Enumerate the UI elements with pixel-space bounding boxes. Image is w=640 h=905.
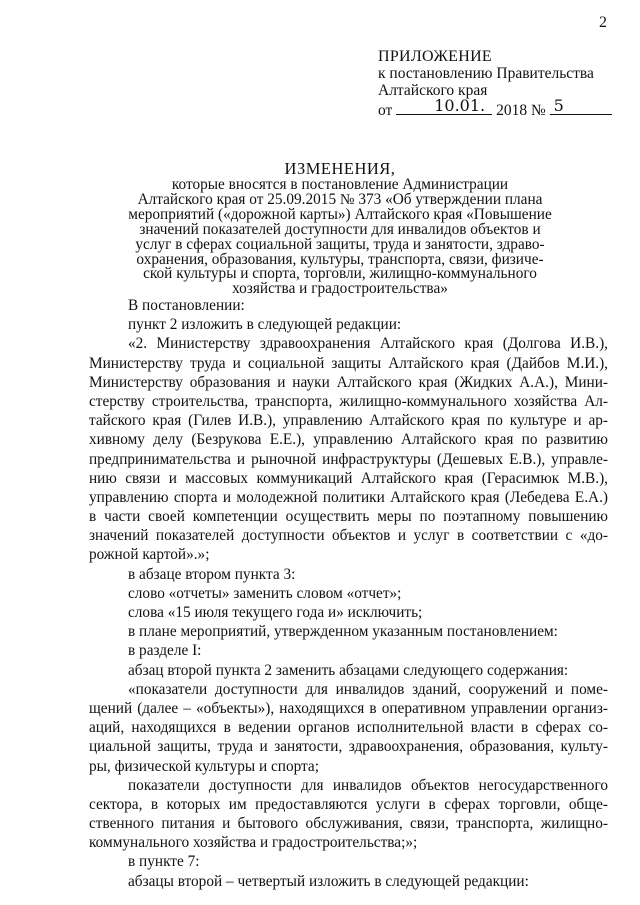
date-field — [396, 96, 492, 115]
text-line: управлению спорта и молодежной политики Алтайского края (Лебедева Е.А.) — [89, 488, 608, 506]
appendix-date-line — [378, 96, 612, 119]
text-line: циальной защиты, труда и занятости, здравоохранения, образования, культу- — [89, 738, 608, 756]
text-line: нию связи и массовых коммуникаций Алтайского края (Герасимюк М.В.), — [89, 469, 608, 487]
text-line: абзацы второй – четвертый изложить в следующей редакции: — [128, 872, 529, 890]
text-line: предпринимательства и рыночной инфраструктуры (Дешевых Е.В.), управле- — [89, 450, 608, 468]
text-line: в пункте 7: — [128, 853, 200, 871]
appendix-block — [378, 48, 612, 119]
text-line: стерству строительства, транспорта, жилищно-коммунального хозяйства Ал- — [89, 392, 608, 410]
page-number: 2 — [599, 14, 607, 31]
text-line: слова «15 июля текущего года и» исключить; — [128, 604, 423, 621]
text-line: «показатели доступности для инвалидов зданий, сооружений и поме- — [128, 680, 608, 698]
appendix-line: к постановлению Правительства — [378, 65, 594, 82]
appendix-line: Алтайского края — [378, 82, 488, 99]
date-year: 2018 № — [496, 102, 546, 119]
heading-line: Алтайского края от 25.09.2015 № 373 «Об утверждении плана — [137, 190, 543, 208]
heading-line: ской культуры и спорта, торговли, жилищно-коммунального — [143, 265, 537, 283]
date-value: 10.01. — [434, 96, 486, 115]
text-line: ственного питания и бытового обслуживания, связи, транспорта, жилищно- — [89, 815, 608, 833]
text-line: значений показателей доступности объектов и услуг в соответствии с «до- — [89, 527, 608, 545]
number-field — [550, 96, 612, 115]
text-line: рожной картой».»; — [89, 546, 210, 564]
text-line: коммунального хозяйства и градостроительства;»; — [89, 834, 418, 852]
changes-heading — [100, 160, 580, 297]
heading-line: охранения, образования, культуры, транспорта, связи, физиче- — [136, 250, 544, 268]
heading-line: которые вносятся в постановление Администрации — [171, 176, 509, 193]
text-line: пункт 2 изложить в следующей редакции: — [128, 316, 402, 334]
text-line: Министерству труда и социальной защиты Алтайского края (Дайбов М.И.), — [89, 354, 608, 372]
text-line: Министерству образования и науки Алтайского края (Жидких А.А.), Мини- — [89, 373, 608, 391]
text-line: слово «отчеты» заменить словом «отчет»; — [128, 584, 402, 602]
text-line: щений (далее – «объекты»), находящихся в оперативном управлении организ- — [89, 699, 608, 717]
text-line: показатели доступности для инвалидов объектов негосударственного — [128, 776, 608, 794]
text-line: в абзаце втором пункта 3: — [128, 565, 296, 583]
number-value: 5 — [553, 96, 564, 115]
text-line: сектора, в которых им предоставляются услуги в сферах торговли, обще- — [89, 795, 608, 813]
text-line: абзац второй пункта 2 заменить абзацами следующего содержания: — [128, 661, 569, 679]
text-line: в разделе I: — [128, 642, 202, 660]
text-line: в части своей компетенции осуществить меры по поэтапному повышению — [89, 508, 608, 526]
text-line: хивному делу (Безрукова Е.Е.), управлению Алтайского края по развитию — [89, 431, 608, 449]
text-line: В постановлении: — [128, 297, 245, 314]
document-body — [89, 296, 608, 891]
heading-line: хозяйства и градостроительства» — [232, 280, 448, 298]
heading-line: услуг в сферах социальной защиты, труда и занятости, здраво- — [135, 235, 545, 253]
text-line: тайского края (Гилев И.В.), управлению Алтайского края по культуре и ар- — [89, 412, 608, 430]
text-line: аций, находящихся в ведении органов исполнительной власти в сферах со- — [89, 719, 608, 737]
appendix-title: ПРИЛОЖЕНИЕ — [378, 48, 493, 65]
text-line: в плане мероприятий, утвержденном указанным постановлением: — [128, 623, 558, 641]
heading-line: значений показателей доступности для инвалидов объектов и — [139, 220, 541, 238]
text-line: ры, физической культуры и спорта; — [89, 757, 319, 775]
heading-line: мероприятий («дорожной карты») Алтайского края «Повышение — [128, 205, 552, 223]
date-prefix: от — [378, 102, 393, 119]
text-line: «2. Министерству здравоохранения Алтайского края (Долгова И.В.), — [128, 335, 608, 353]
heading-title: ИЗМЕНЕНИЯ, — [284, 159, 396, 178]
